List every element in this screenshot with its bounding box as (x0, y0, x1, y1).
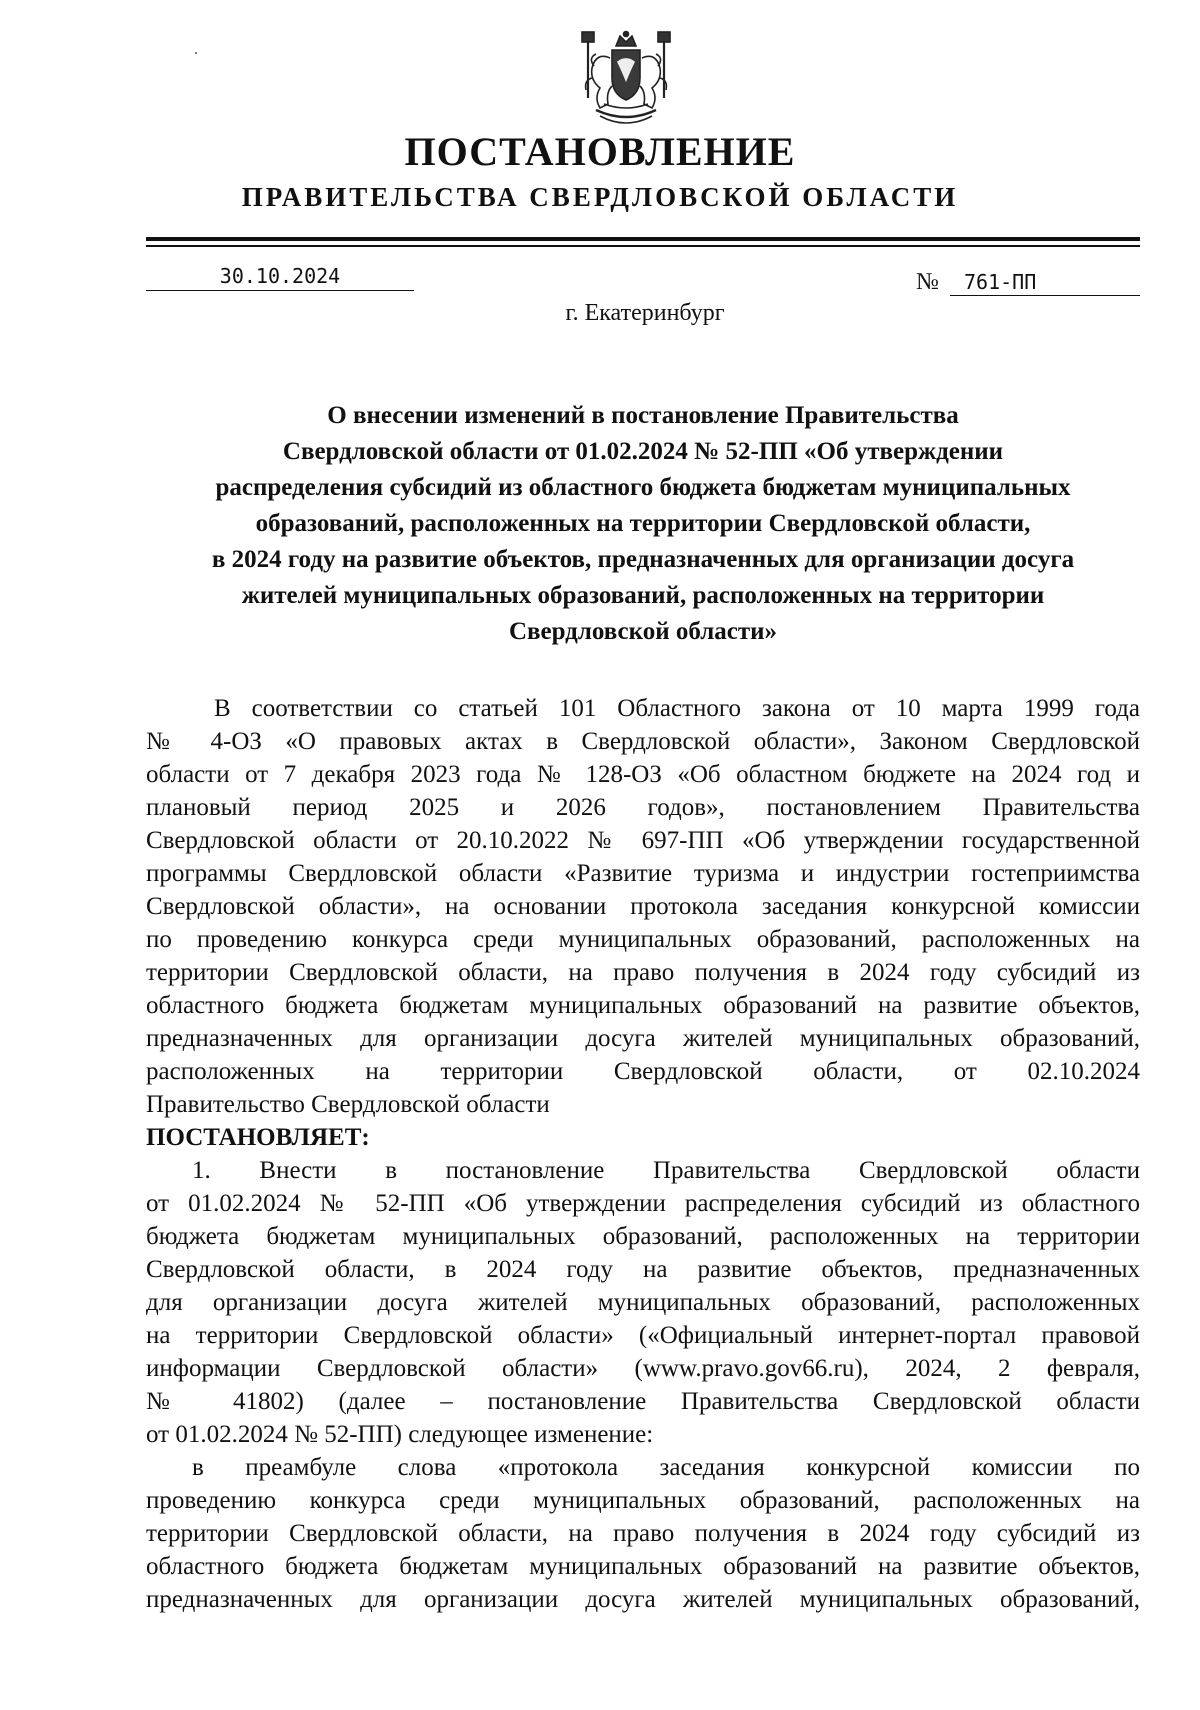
body-line: Свердловской области», на основании протокола заседания конкурсной комиссии (146, 893, 1140, 920)
title-line: Свердловской области от 01.02.2024 № 52-ПП «Об утверждении (282, 438, 1004, 465)
body-line: территории Свердловской области, на право получения в 2024 году субсидий из (146, 959, 1140, 986)
scan-speck (195, 52, 197, 54)
body-line: 1. Внести в постановление Правительства Свердловской области (192, 1157, 1140, 1184)
body-line: № 4-ОЗ «О правовых актах в Свердловской области», Законом Свердловской (146, 728, 1140, 755)
title-line: Свердловской области» (508, 618, 778, 645)
document-title (146, 398, 1140, 650)
title-line: жителей муниципальных образований, расположенных на территории (241, 582, 1045, 609)
decree-word: ПОСТАНОВЛЯЕТ: (146, 1124, 370, 1151)
body-line: бюджета бюджетам муниципальных образований, расположенных на территории (146, 1223, 1140, 1250)
title-line: распределения субсидий из областного бюджета бюджетам муниципальных (215, 474, 1071, 501)
issuer-heading: ПРАВИТЕЛЬСТВА СВЕРДЛОВСКОЙ ОБЛАСТИ (241, 182, 959, 212)
sverdlovsk-coat-of-arms-icon (570, 28, 682, 132)
body-line: предназначенных для организации досуга жителей муниципальных образований, (146, 1586, 1140, 1613)
header-rule-thin (146, 245, 1140, 247)
body-line: Правительство Свердловской области (146, 1091, 550, 1118)
body-line: проведению конкурса среди муниципальных образований, расположенных на (146, 1487, 1140, 1514)
document-body (146, 692, 1140, 1616)
body-line: Свердловской области от 20.10.2022 № 697-ПП «Об утверждении государственной (146, 827, 1140, 854)
body-line: программы Свердловской области «Развитие туризма и индустрии гостеприимства (146, 860, 1140, 887)
body-line: информации Свердловской области» (www.pravo.gov66.ru), 2024, 2 февраля, (146, 1355, 1140, 1382)
body-line: областного бюджета бюджетам муниципальных образований на развитие объектов, (146, 992, 1140, 1019)
document-number: 761-ПП (950, 268, 1140, 296)
preamble-change-paragraph (146, 1451, 1140, 1616)
body-line: от 01.02.2024 № 52-ПП) следующее изменение: (146, 1421, 654, 1448)
body-line: В соответствии со статьей 101 Областного закона от 10 марта 1999 года (214, 695, 1140, 722)
body-line: территории Свердловской области, на право получения в 2024 году субсидий из (146, 1520, 1140, 1547)
title-line: О внесении изменений в постановление Правительства (327, 402, 959, 429)
body-line: № 41802) (далее – постановление Правительства Свердловской области (146, 1388, 1140, 1415)
document-city: г. Екатеринбург (565, 300, 725, 326)
body-line: предназначенных для организации досуга жителей муниципальных образований, (146, 1025, 1140, 1052)
item-1-paragraph (146, 1154, 1140, 1451)
body-line: Свердловской области, в 2024 году на развитие объектов, предназначенных (146, 1256, 1140, 1283)
body-line: по проведению конкурса среди муниципальных образований, расположенных на (146, 926, 1140, 953)
title-line: в 2024 году на развитие объектов, предназначенных для организации досуга (211, 546, 1075, 573)
preamble-paragraph (146, 692, 1140, 1121)
body-line: от 01.02.2024 № 52-ПП «Об утверждении распределения субсидий из областного (146, 1190, 1140, 1217)
body-line: областного бюджета бюджетам муниципальных образований на развитие объектов, (146, 1553, 1140, 1580)
body-line: в преамбуле слова «протокола заседания конкурсной комиссии по (192, 1454, 1140, 1481)
document-type-heading: ПОСТАНОВЛЕНИЕ (404, 129, 796, 174)
body-line: области от 7 декабря 2023 года № 128-ОЗ «Об областном бюджете на 2024 год и (146, 761, 1140, 788)
body-line: плановый период 2025 и 2026 годов», постановлением Правительства (146, 794, 1140, 821)
body-line: расположенных на территории Свердловской области, от 02.10.2024 (146, 1058, 1140, 1085)
body-line: для организации досуга жителей муниципальных образований, расположенных (146, 1289, 1140, 1316)
body-line: на территории Свердловской области» («Официальный интернет-портал правовой (146, 1322, 1140, 1349)
number-sign: № (916, 269, 939, 295)
header-rule-thick (146, 237, 1140, 241)
title-line: образований, расположенных на территории Свердловской области, (255, 510, 1031, 537)
document-date: 30.10.2024 (146, 262, 414, 291)
